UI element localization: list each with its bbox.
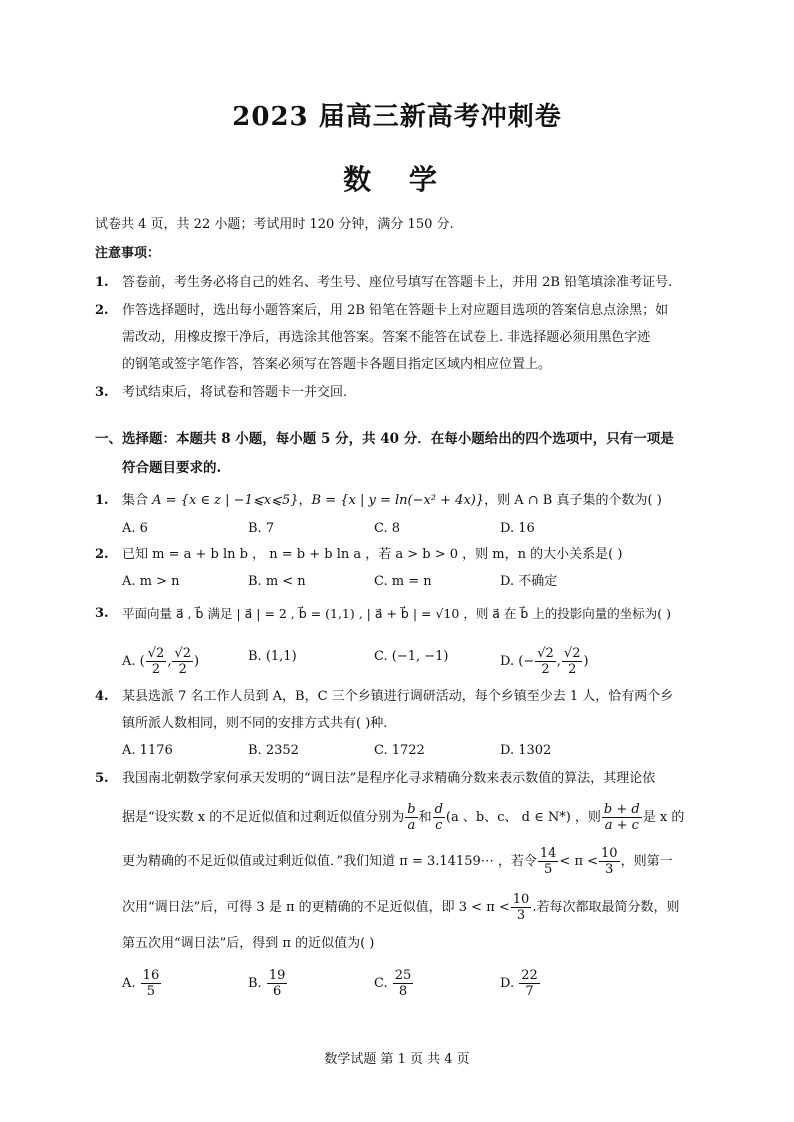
q5-stem-5: 第五次用“调日法”后，得到 π 的近似值为( ) [122, 936, 375, 951]
q3-option-d: D. (− $\frac{√2}{2}$ , $\frac{√2}{2}$ ) [500, 646, 589, 677]
q3-option-c: C. (−1, −1) [374, 649, 449, 664]
q3-stem: 平面向量 a⃗ , b⃗ 满足 | a⃗ | = 2 , b⃗ = (1,1) , | a⃗ + b⃗ | = √10 ，则 a⃗ 在 b⃗ 上的投影向量的坐标为( ) [122, 606, 672, 621]
q1-set-b: B = {x | y = ln(−x² + 4x)} [311, 493, 485, 508]
q2-option-b: B. m < n [248, 574, 306, 589]
q5-option-c: C. $\frac{25}{8}$ [374, 968, 412, 999]
q4-option-b: B. 2352 [248, 743, 299, 758]
section-heading-cont: 符合题目要求的. [122, 460, 222, 476]
q5-stem-1: 我国南北朝数学家何承天发明的“调日法”是程序化寻求精确分数来表示数值的算法，其理论依 [122, 771, 656, 786]
page-title: 2023 届高三新高考冲刺卷 [232, 102, 562, 132]
q4-option-d: D. 1302 [500, 743, 552, 758]
q4-stem-2: 镇所派人数相同，则不同的安排方式共有( )种. [122, 716, 388, 731]
q2-stem: 已知 m = a + b ln b ， n = b + b ln a ，若 a > b > 0 ，则 m，n 的大小关系是( ) [122, 547, 623, 562]
subject-title: 数 学 [343, 163, 451, 196]
q1-option-d: D. 16 [500, 521, 535, 536]
q5-option-a: A. $\frac{16}{5}$ [122, 968, 160, 999]
q1-stem: 集合 A = {x ∈ z | −1⩽x⩽5}，B = {x | y = ln(−x² + 4x)}，则 A ∩ B 真子集的个数为( ) [122, 493, 662, 508]
notice-num-1: 1. [95, 275, 109, 290]
notice-num-2: 2. [95, 303, 109, 318]
q4-number: 4. [95, 689, 109, 704]
q1-number: 1. [95, 493, 109, 508]
section-heading: 一、选择题：本题共 8 小题，每小题 5 分，共 40 分．在每小题给出的四个选项中，只有一项是 [95, 431, 674, 447]
q2-option-a: A. m > n [122, 574, 180, 589]
q1-option-a: A. 6 [122, 521, 148, 536]
notice-num-3: 3. [95, 385, 109, 400]
exam-info: 试卷共 4 页，共 22 小题；考试用时 120 分钟，满分 150 分. [95, 217, 454, 232]
q5-number: 5. [95, 771, 109, 786]
notice-text-1: 答卷前，考生务必将自己的姓名、考生号、座位号填写在答题卡上，并用 2B 铅笔填涂准考证号. [122, 275, 673, 290]
page-footer: 数学试题 第 1 页 共 4 页 [324, 1052, 470, 1067]
q3-option-b: B. (1,1) [248, 649, 297, 664]
q2-number: 2. [95, 547, 109, 562]
q5-stem-4: 次用“调日法”后，可得 3 是 π 的更精确的不足近似值，即 3 < π < $\frac{10}{3}$ .若每次都取最简分数，则 [122, 892, 680, 923]
q4-option-c: C. 1722 [374, 743, 425, 758]
q1-set-a: A = {x ∈ z | −1⩽x⩽5} [152, 493, 299, 508]
q5-stem-2: 据是“设实数 x 的不足近似值和过剩近似值分别为 $\frac{b}{a}$ 和 $\frac{d}{c}$ (a 、b、c、 d ∈ N*) ，则 $\frac{b + d}{a + c}$ 是 x 的 [122, 802, 685, 833]
q2-option-c: C. m = n [374, 574, 432, 589]
q1-option-b: B. 7 [248, 521, 275, 536]
notice-text-2c: 的钢笔或签字笔作答，答案必须写在答题卡各题目指定区域内相应位置上。 [122, 357, 552, 372]
q3-number: 3. [95, 606, 109, 621]
notice-text-3: 考试结束后，将试卷和答题卡一并交回. [122, 385, 348, 400]
notice-text-2b: 需改动，用橡皮擦干净后，再选涂其他答案。答案不能答在试卷上. 非选择题必须用黑色字迹 [122, 330, 651, 345]
notice-text-2a: 作答选择题时，选出每小题答案后，用 2B 铅笔在答题卡上对应题目选项的答案信息点涂黑；如 [122, 303, 669, 318]
notice-heading: 注意事项： [95, 246, 161, 261]
q5-option-d: D. $\frac{22}{7}$ [500, 968, 538, 999]
q4-stem-1: 某县选派 7 名工作人员到 A，B，C 三个乡镇进行调研活动，每个乡镇至少去 1 人，恰有两个乡 [122, 689, 674, 704]
q5-option-b: B. $\frac{19}{6}$ [248, 968, 286, 999]
q2-option-d: D. 不确定 [500, 574, 558, 589]
q1-option-c: C. 8 [374, 521, 401, 536]
q5-stem-3: 更为精确的不足近似值或过剩近似值．”我们知道 π = 3.14159⋯ ，若令 $\frac{14}{5}$ < π < $\frac{10}{3}$ ，则第一 [122, 846, 673, 877]
q3-option-a: A. ( $\frac{√2}{2}$ , $\frac{√2}{2}$ ) [122, 646, 200, 677]
q4-option-a: A. 1176 [122, 743, 173, 758]
